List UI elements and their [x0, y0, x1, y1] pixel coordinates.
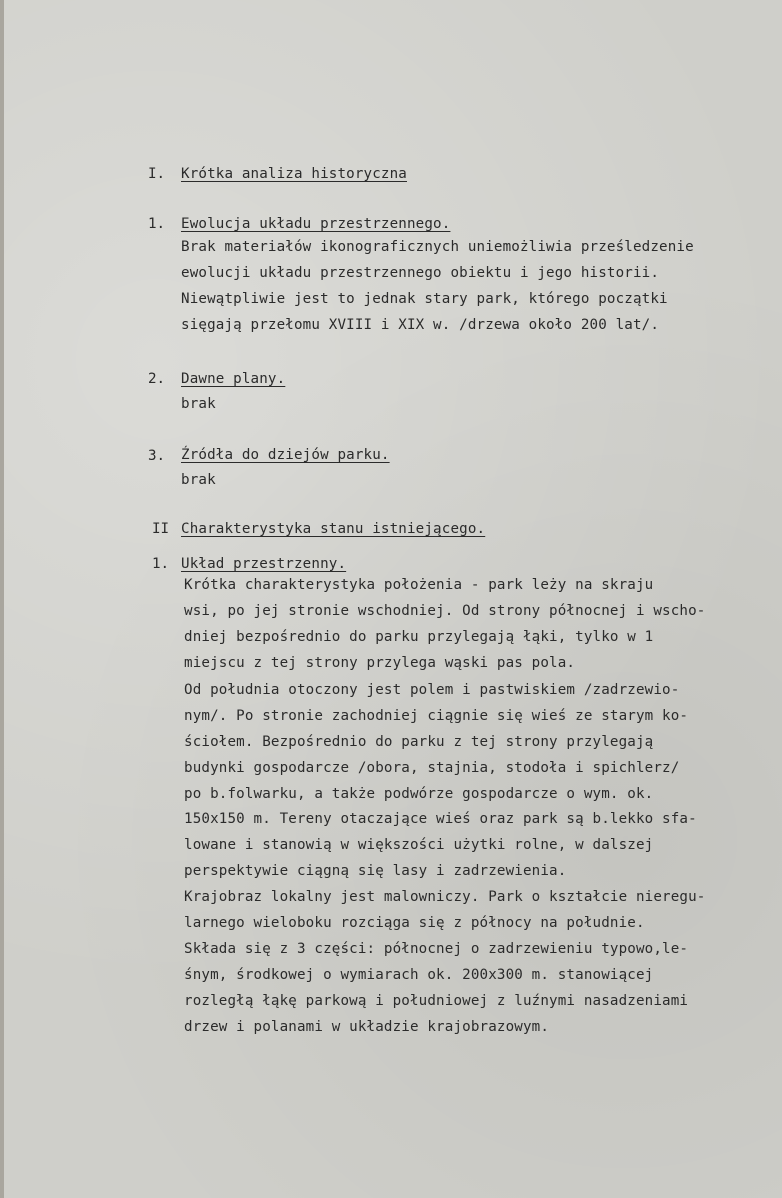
- paragraph-line: dniej bezpośrednio do parku przylegają łąki, tylko w 1: [184, 629, 654, 645]
- paragraph-line: larnego wieloboku rozciąga się z północy na południe.: [184, 915, 645, 931]
- paragraph-line: ewolucji układu przestrzennego obiektu i jego historii.: [181, 265, 660, 281]
- paragraph-line: 150x150 m. Tereny otaczające wieś oraz park są b.lekko sfa-: [184, 811, 697, 827]
- paragraph-line: po b.folwarku, a także podwórze gospodarcze o wym. ok.: [184, 786, 654, 802]
- item-1-2-number: 2.: [148, 371, 166, 387]
- item-1-2-title: Dawne plany.: [181, 371, 286, 387]
- paragraph-line: brak: [181, 472, 216, 488]
- paragraph-line: brak: [181, 396, 216, 412]
- paragraph-line: Niewątpliwie jest to jednak stary park, którego początki: [181, 291, 668, 307]
- paragraph-line: drzew i polanami w układzie krajobrazowym.: [184, 1019, 550, 1035]
- item-1-1-title: Ewolucja układu przestrzennego.: [181, 216, 451, 232]
- section-2-number: II: [152, 521, 170, 537]
- paragraph-line: lowane i stanowią w większości użytki rolne, w dalszej: [184, 837, 654, 853]
- item-1-3-title: Źródła do dziejów parku.: [181, 447, 390, 463]
- paragraph-line: sięgają przełomu XVIII i XIX w. /drzewa około 200 lat/.: [181, 317, 660, 333]
- paragraph-line: perspektywie ciągną się lasy i zadrzewienia.: [184, 863, 567, 879]
- paragraph-line: budynki gospodarcze /obora, stajnia, stodoła i spichlerz/: [184, 760, 680, 776]
- paragraph-line: miejscu z tej strony przylega wąski pas pola.: [184, 655, 576, 671]
- item-2-1-title: Układ przestrzenny.: [181, 556, 347, 572]
- item-2-1-number: 1.: [152, 556, 170, 572]
- section-1-heading: Krótka analiza historyczna: [181, 166, 407, 182]
- paragraph-line: wsi, po jej stronie wschodniej. Od strony północnej i wscho-: [184, 603, 706, 619]
- paragraph-line: nym/. Po stronie zachodniej ciągnie się wieś ze starym ko-: [184, 708, 689, 724]
- paragraph-line: Składa się z 3 części: północnej o zadrzewieniu typowo,le-: [184, 941, 689, 957]
- item-1-1-number: 1.: [148, 216, 166, 232]
- section-2-heading: Charakterystyka stanu istniejącego.: [181, 521, 486, 537]
- paragraph-line: śnym, środkowej o wymiarach ok. 200x300 m. stanowiącej: [184, 967, 654, 983]
- paragraph-line: Brak materiałów ikonograficznych uniemożliwia prześledzenie: [181, 239, 694, 255]
- section-1-number: I.: [148, 166, 166, 182]
- paragraph-line: Od południa otoczony jest polem i pastwiskiem /zadrzewio-: [184, 682, 680, 698]
- paragraph-line: Krajobraz lokalny jest malowniczy. Park o kształcie nieregu-: [184, 889, 706, 905]
- paragraph-line: Krótka charakterystyka położenia - park leży na skraju: [184, 577, 654, 593]
- paragraph-line: rozległą łąkę parkową i południowej z luźnymi nasadzeniami: [184, 993, 689, 1009]
- paragraph-line: ściołem. Bezpośrednio do parku z tej strony przylegają: [184, 734, 654, 750]
- item-1-3-number: 3.: [148, 448, 166, 464]
